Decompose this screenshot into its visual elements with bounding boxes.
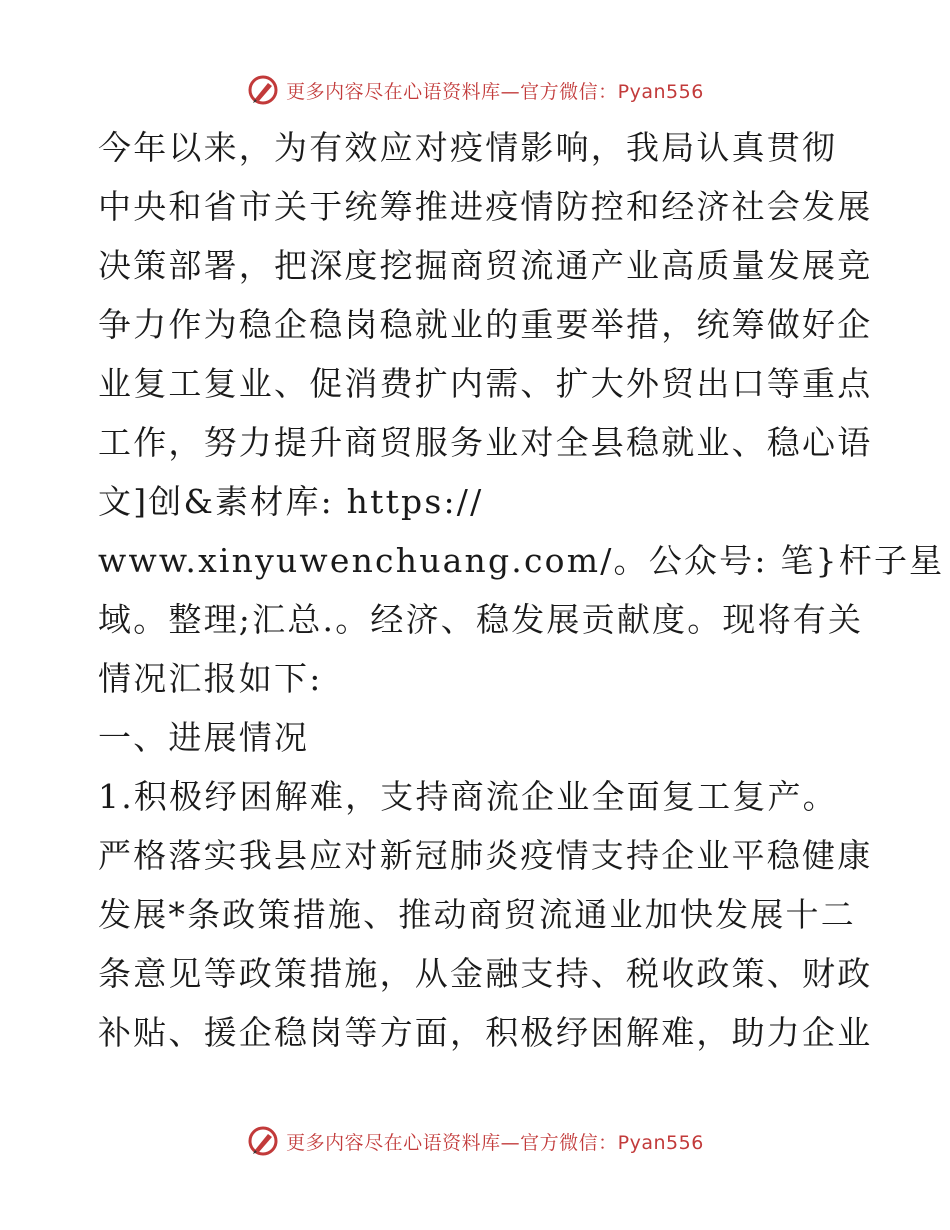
text-line: 中央和省市关于统筹推进疫情防控和经济社会发展	[98, 187, 873, 226]
text-line: 补贴、援企稳岗等方面，积极纾困解难，助力企业	[98, 1013, 873, 1052]
section-heading: 一、进展情况	[98, 718, 310, 757]
text-line: 情况汇报如下:	[98, 659, 323, 698]
text-line: 文]创&素材库: https://	[98, 482, 484, 521]
watermark-text: 更多内容尽在心语资料库—官方微信：Pyan556	[286, 1131, 704, 1154]
text-line: 争力作为稳企稳岗稳就业的重要举措，统筹做好企	[98, 305, 873, 344]
watermark-footer	[0, 1123, 950, 1159]
text-line: 条意见等政策措施，从金融支持、税收政策、财政	[98, 954, 873, 993]
text-line: 严格落实我县应对新冠肺炎疫情支持企业平稳健康	[98, 836, 873, 875]
pen-logo-icon	[246, 1124, 280, 1158]
text-line: 域。整理;汇总.。经济、稳发展贡献度。现将有关	[98, 600, 864, 639]
text-line: 今年以来，为有效应对疫情影响，我局认真贯彻	[98, 128, 838, 167]
document-body	[98, 118, 945, 1062]
text-line: 1.积极纾困解难，支持商流企业全面复工复产。	[98, 777, 838, 816]
text-line: www.xinyuwenchuang.com/。公众号: 笔}杆子星	[98, 541, 945, 580]
text-line: 业复工复业、促消费扩内需、扩大外贸出口等重点	[98, 364, 873, 403]
text-line: 决策部署，把深度挖掘商贸流通产业高质量发展竞	[98, 246, 873, 285]
text-line: 工作，努力提升商贸服务业对全县稳就业、稳心语	[98, 423, 873, 462]
watermark-header	[0, 72, 950, 108]
watermark-text: 更多内容尽在心语资料库—官方微信：Pyan556	[286, 80, 704, 103]
text-line: 发展*条政策措施、推动商贸流通业加快发展十二	[98, 895, 856, 934]
pen-logo-icon	[246, 73, 280, 107]
